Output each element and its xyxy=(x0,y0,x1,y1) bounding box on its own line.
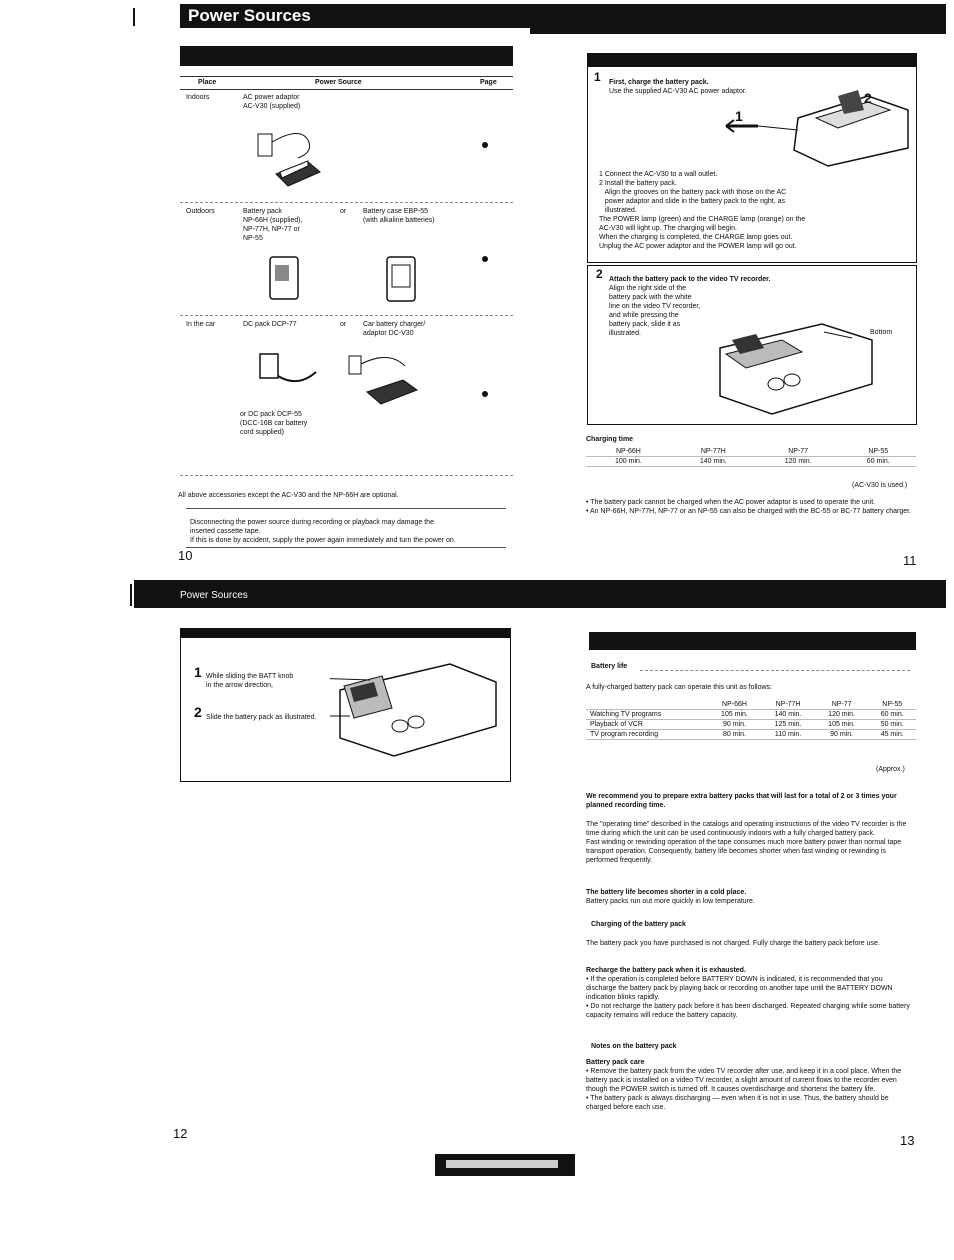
table-cell: NP-55 xyxy=(868,700,916,710)
table-cell: NP-77 xyxy=(815,700,869,710)
notes-title: Notes on the battery pack xyxy=(591,1043,677,1050)
table-row xyxy=(586,710,916,720)
divider xyxy=(640,670,910,671)
p11-step2-title: Attach the battery pack to the video TV recorder. xyxy=(609,276,771,283)
table-cell: 90 min. xyxy=(708,720,762,730)
p11-step1-sub: Use the supplied AC-V30 AC power adaptor. xyxy=(609,88,747,95)
table-row xyxy=(586,447,916,457)
page-number-13: 13 xyxy=(900,1133,915,1148)
fig-label-1: 1 xyxy=(735,108,743,124)
binding-mark xyxy=(130,584,132,606)
dc-pack-illustration xyxy=(254,348,324,394)
recharge-list xyxy=(586,975,911,1020)
header-title: Power Sources xyxy=(188,6,311,25)
list-item: • The battery pack is always discharging — even when it is not in use. Thus, the battery should be charged before each use. xyxy=(586,1095,889,1111)
car-alt: Car battery charger/ adaptor DC-V30 xyxy=(363,321,426,337)
header-bar-right xyxy=(530,4,946,34)
battery-life-table xyxy=(586,700,916,740)
list-item: • An NP-66H, NP-77H, NP-77 or an NP-55 can also be charged with the BC-55 or BC-77 battery charger. xyxy=(586,508,912,515)
head-place: Place xyxy=(198,79,217,86)
table-cell: 90 min. xyxy=(815,730,869,740)
table-cell: TV program recording xyxy=(586,730,708,740)
battery-life-title: Battery life xyxy=(591,663,628,670)
indoors-place: Indoors xyxy=(186,94,210,101)
binding-mark xyxy=(133,8,135,26)
recorder-insert-illustration xyxy=(330,660,500,760)
care-list xyxy=(586,1067,911,1112)
outdoors-alt: Battery case EBP-55 (with alkaline batteries) xyxy=(363,208,435,224)
table-cell: 140 min. xyxy=(671,457,756,467)
divider xyxy=(186,508,506,509)
page-header xyxy=(180,4,530,28)
page-number-11: 11 xyxy=(903,553,917,568)
car-note: or DC pack DCP-55 (DCC-16B car battery cord supplied) xyxy=(240,411,308,436)
footnote: All above accessories except the AC-V30 and the NP-66H are optional. xyxy=(178,492,399,499)
divider xyxy=(186,547,506,548)
p12-step1-text: While sliding the BATT knob in the arrow direction, xyxy=(206,673,294,689)
table-cell: 100 min. xyxy=(586,457,671,467)
table-row xyxy=(586,720,916,730)
charging-text: The battery pack you have purchased is not charged. Fully charge the battery pack before use. xyxy=(586,940,880,947)
table-cell: 105 min. xyxy=(708,710,762,720)
car-or: or xyxy=(340,321,347,328)
table-cell: 140 min. xyxy=(761,710,815,720)
p11-steps-text: 1 Connect the AC-V30 to a wall outlet. 2 Install the battery pack. Align the grooves on the battery pack with those on the AC power adaptor and slide in the battery pack to the right, as illustrated. The POWER lamp (green) and the CHARGE lamp (orange) on the AC-V30 will light up. The charging will begin. When the charging is completed, the CHARGE lamp goes out. Unplug the AC power adaptor and the POWER lamp will go out. xyxy=(599,171,806,250)
table-cell: Watching TV programs xyxy=(586,710,708,720)
table-cell: NP-77H xyxy=(761,700,815,710)
p12-step1-num: 1 xyxy=(194,664,202,680)
p10-section-bar xyxy=(180,46,513,66)
page-number-10: 10 xyxy=(178,548,193,563)
p11-step1-num: 1 xyxy=(594,70,601,84)
recommend-text: We recommend you to prepare extra battery packs that will last for a total of 2 or 3 times your planned recording time. xyxy=(586,793,897,809)
caution-text: Disconnecting the power source during recording or playback may damage the inserted cassette tape. If this is done by accident, supply the power again immediately and turn the power on. xyxy=(190,519,456,544)
p10-table-head xyxy=(180,76,513,90)
operating-text: The "operating time" described in the catalogs and operating instructions of the video TV recorder is the time during which the unit can be used continuously indoors with a fully charged battery pack. Fast winding or rewinding operation of the tape consumes much more battery power than normal tape transport operation. Consequently, battery life becomes shorter when fast winding or rewinding is performed frequently. xyxy=(586,821,907,864)
battery-case-illustration xyxy=(383,253,421,305)
list-item: • The battery pack cannot be charged when the AC power adaptor is used to operate the unit. xyxy=(586,499,876,506)
bottom-fold-tab-inner xyxy=(446,1160,558,1168)
list-item: • If the operation is completed before BATTERY DOWN is indicated, it is recommended that you discharge the battery pack by playing back or recording on another tape until the BATTERY DOWN indication blinks rapidly. xyxy=(586,976,893,1001)
table-cell: NP-77 xyxy=(756,447,841,457)
p13-section-bar xyxy=(589,632,916,650)
p11-step2-text: Align the right side of the battery pack with the white line on the video TV recorder, and while pressing the battery pack, slide it as illustrated. xyxy=(609,285,701,337)
charging-title: Charging of the battery pack xyxy=(591,921,686,928)
divider xyxy=(180,475,513,476)
p12-step2-num: 2 xyxy=(194,704,202,720)
list-item: • Remove the battery pack from the video TV recorder after use, and keep it in a cool place. When the battery pack is installed on a video TV recorder, a slight amount of current flows to the recorder even though the POWER switch is turned off. It causes overdischarge and shortens the battery life. xyxy=(586,1068,902,1093)
car-source: DC pack DCP-77 xyxy=(243,321,297,328)
p12-step2-text: Slide the battery pack as illustrated. xyxy=(206,714,317,721)
list-item: • Do not recharge the battery pack before it has been discharged. Repeated charging while some battery capacity remains will reduce the battery capacity. xyxy=(586,1003,910,1019)
fig-label-bottom: Bottom xyxy=(870,329,893,336)
table-cell: NP-55 xyxy=(841,447,916,457)
car-charger-illustration xyxy=(345,350,425,408)
indoors-source: AC power adaptor AC-V30 (supplied) xyxy=(243,94,301,110)
table-cell: 60 min. xyxy=(868,710,916,720)
bullet-car xyxy=(482,391,488,397)
page-header-bar-lower xyxy=(134,580,946,608)
table-cell: 110 min. xyxy=(761,730,815,740)
table-cell: NP-66H xyxy=(708,700,762,710)
head-source: Power Source xyxy=(315,79,362,86)
care-title: Battery pack care xyxy=(586,1059,645,1066)
battery-life-note: (Approx.) xyxy=(876,766,905,773)
charging-time-table xyxy=(586,447,916,467)
cold-title: The battery life becomes shorter in a cold place. xyxy=(586,889,747,896)
table-cell: 105 min. xyxy=(815,720,869,730)
table-cell: 120 min. xyxy=(756,457,841,467)
table-cell: 50 min. xyxy=(868,720,916,730)
charging-time-note: (AC-V30 is used.) xyxy=(852,482,908,489)
outdoors-place: Outdoors xyxy=(186,208,215,215)
p11-notes xyxy=(586,498,916,516)
outdoors-or: or xyxy=(340,208,347,215)
charger-illustration xyxy=(718,88,914,170)
p12-header-title: Power Sources xyxy=(180,590,248,601)
bullet-indoors xyxy=(482,142,488,148)
table-row xyxy=(586,700,916,710)
table-cell: NP-66H xyxy=(586,447,671,457)
p11-step2-num: 2 xyxy=(596,267,603,281)
table-cell: 45 min. xyxy=(868,730,916,740)
table-row xyxy=(586,457,916,467)
table-cell: NP-77H xyxy=(671,447,756,457)
fig-label-2: 2 xyxy=(864,90,872,106)
recorder-attach-illustration xyxy=(712,318,877,418)
battery-pack-illustration xyxy=(266,253,304,303)
cold-text: Battery packs run out more quickly in low temperature. xyxy=(586,898,755,905)
page-number-12: 12 xyxy=(173,1126,188,1141)
battery-life-intro: A fully-charged battery pack can operate this unit as follows: xyxy=(586,684,772,691)
table-cell: 80 min. xyxy=(708,730,762,740)
table-cell xyxy=(586,700,708,710)
head-page: Page xyxy=(480,79,497,86)
charging-time-title: Charging time xyxy=(586,436,634,443)
bullet-outdoors xyxy=(482,256,488,262)
table-cell: Playback of VCR xyxy=(586,720,708,730)
p11-step1-title: First, charge the battery pack. xyxy=(609,79,709,86)
car-place: In the car xyxy=(186,321,216,328)
table-row xyxy=(586,730,916,740)
recharge-title: Recharge the battery pack when it is exhausted. xyxy=(586,967,746,974)
table-cell: 60 min. xyxy=(841,457,916,467)
divider xyxy=(180,315,513,316)
table-cell: 120 min. xyxy=(815,710,869,720)
outdoors-source: Battery pack NP-66H (supplied), NP-77H, NP-77 or NP-55 xyxy=(243,208,303,242)
table-cell: 125 min. xyxy=(761,720,815,730)
ac-adaptor-illustration xyxy=(252,128,327,190)
divider xyxy=(180,202,513,203)
